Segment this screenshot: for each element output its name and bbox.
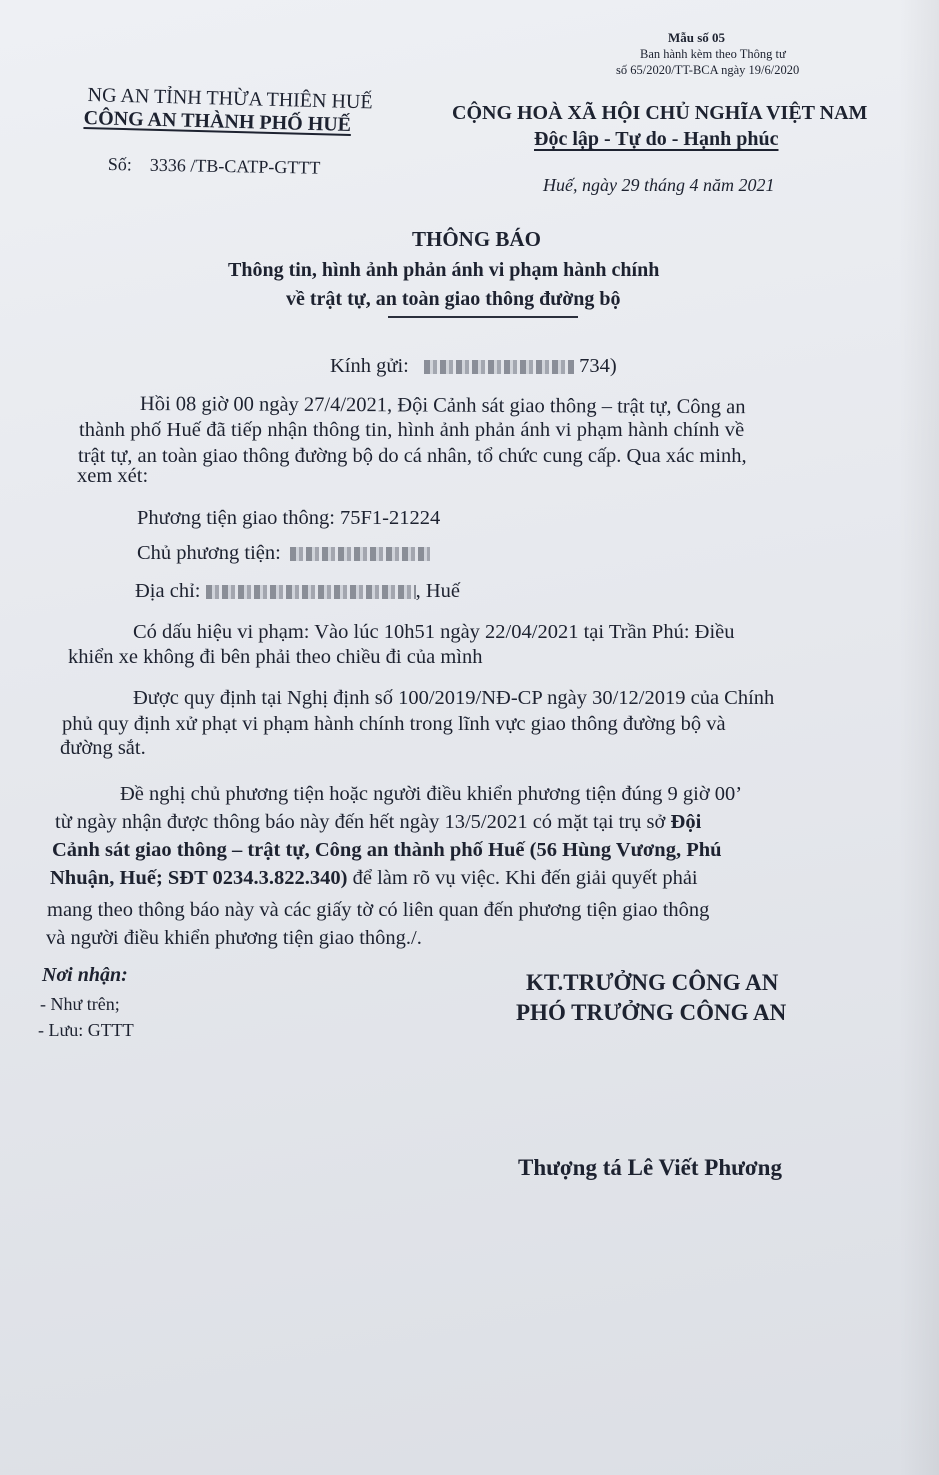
- request-line4-tail: để làm rõ vụ việc. Khi đến giải quyết phải: [347, 867, 698, 889]
- para1-line4: xem xét:: [77, 465, 149, 487]
- receiver-item: - Lưu: GTTT: [38, 1020, 134, 1040]
- signature-title-line1: KT.TRƯỞNG CÔNG AN: [526, 970, 779, 995]
- redacted-address: [206, 585, 416, 599]
- form-number: Mẫu số 05: [668, 30, 726, 45]
- signature-title-line2: PHÓ TRƯỞNG CÔNG AN: [516, 1000, 787, 1025]
- document-title: THÔNG BÁO: [412, 227, 541, 251]
- recipient-tail: 734): [579, 355, 617, 377]
- violation-line1: Có dấu hiệu vi phạm: Vào lúc 10h51 ngày 22/04/2021 tại Trần Phú: Điều: [133, 621, 735, 643]
- request-line2: [55, 810, 701, 834]
- page-edge-shadow: [899, 0, 939, 1475]
- request-line2-bold: Đội: [670, 811, 702, 833]
- request-line1: Đề nghị chủ phương tiện hoặc người điều khiển phương tiện đúng 9 giờ 00’: [120, 783, 743, 805]
- redacted-owner: [290, 547, 430, 561]
- title-underline: [388, 316, 578, 318]
- nation-header: CỘNG HOÀ XÃ HỘI CHỦ NGHĨA VIỆT NAM: [452, 102, 868, 124]
- address-tail: , Huế: [415, 580, 460, 602]
- para1-line1: Hồi 08 giờ 00 ngày 27/4/2021, Đội Cảnh sát giao thông – trật tự, Công an: [139, 393, 746, 419]
- request-line5: mang theo thông báo này và các giấy tờ có liên quan đến phương tiện giao thông: [47, 899, 710, 921]
- form-issued-line2: số 65/2020/TT-BCA ngày 19/6/2020: [616, 63, 800, 77]
- org-parent: NG AN TỈNH THỪA THIÊN HUẾ: [87, 84, 373, 114]
- doc-number-value: 3336 /TB-CATP-GTTT: [149, 154, 321, 178]
- request-line3: Cảnh sát giao thông – trật tự, Công an thành phố Huế (56 Hùng Vương, Phú: [52, 839, 722, 861]
- document-date: Huế, ngày 29 tháng 4 năm 2021: [543, 175, 775, 195]
- para1-line3: trật tự, an toàn giao thông đường bộ do cá nhân, tổ chức cung cấp. Qua xác minh,: [78, 445, 747, 467]
- request-line4-bold: Nhuận, Huế; SĐT 0234.3.822.340): [50, 867, 348, 889]
- redacted-recipient: [424, 360, 574, 374]
- org-name-text: CÔNG AN THÀNH PHỐ HUẾ: [83, 107, 352, 136]
- request-line4: [50, 866, 698, 890]
- vehicle-line: Phương tiện giao thông: 75F1-21224: [137, 507, 441, 529]
- document-number: [108, 154, 321, 179]
- receiver-item: - Như trên;: [40, 994, 120, 1014]
- receivers-heading: Nơi nhận:: [42, 964, 128, 986]
- form-issued-line1: Ban hành kèm theo Thông tư: [640, 47, 786, 61]
- para1-line2: thành phố Huế đã tiếp nhận thông tin, hình ảnh phản ánh vi phạm hành chính về: [79, 419, 745, 441]
- doc-number-label: Số:: [107, 154, 133, 175]
- owner-label: Chủ phương tiện:: [137, 542, 281, 564]
- owner-line: [137, 541, 430, 565]
- recipient-line: [330, 354, 617, 378]
- signer-name: Thượng tá Lê Viết Phương: [518, 1155, 782, 1180]
- regulation-line3: đường sắt.: [60, 737, 146, 759]
- document-subtitle-line1: Thông tin, hình ảnh phản ánh vi phạm hành chính: [228, 259, 660, 281]
- request-line6: và người điều khiển phương tiện giao thông./.: [46, 927, 422, 949]
- address-label: Địa chỉ:: [135, 580, 201, 602]
- request-line2-text: từ ngày nhận được thông báo này đến hết ngày 13/5/2021 có mặt tại trụ sở: [55, 811, 666, 833]
- national-motto: Độc lập - Tự do - Hạnh phúc: [534, 128, 779, 150]
- violation-line2: khiển xe không đi bên phải theo chiều đi của mình: [68, 646, 483, 668]
- regulation-line2: phủ quy định xử phạt vi phạm hành chính trong lĩnh vực giao thông đường bộ và: [62, 713, 726, 735]
- address-line: [135, 579, 460, 603]
- recipient-label: Kính gửi:: [330, 355, 409, 377]
- document-subtitle-line2: về trật tự, an toàn giao thông đường bộ: [286, 288, 621, 310]
- regulation-line1: Được quy định tại Nghị định số 100/2019/NĐ-CP ngày 30/12/2019 của Chính: [133, 687, 775, 709]
